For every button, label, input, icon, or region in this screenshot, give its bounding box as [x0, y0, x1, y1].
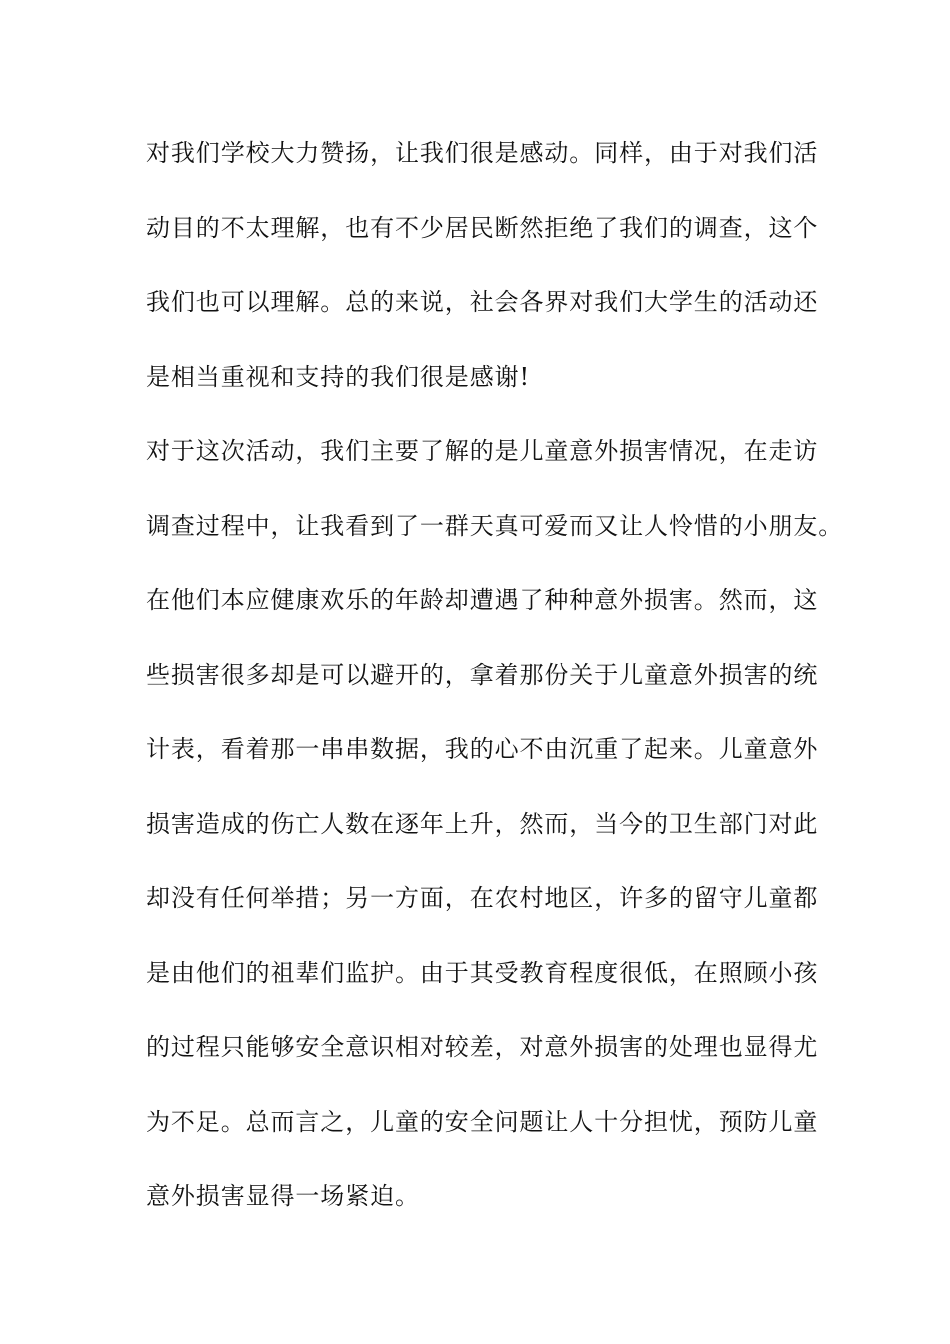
text-line: 些损害很多却是可以避开的，拿着那份关于儿童意外损害的统	[146, 660, 819, 689]
text-line: 是相当重视和支持的我们很是感谢!	[146, 362, 531, 391]
text-line: 却没有任何举措；另一方面，在农村地区，许多的留守儿童都	[146, 884, 819, 912]
text-line: 对我们学校大力赞扬，让我们很是感动。同样，由于对我们活	[146, 139, 819, 167]
text-line: 调查过程中，让我看到了一群天真可爱而又让人怜惜的小朋友。	[146, 511, 844, 540]
text-line: 在他们本应健康欢乐的年龄却遭遇了种种意外损害。然而，这	[146, 586, 819, 614]
body-text	[146, 128, 846, 1246]
text-line: 动目的不太理解，也有不少居民断然拒绝了我们的调查，这个	[146, 213, 819, 242]
text-line: 为不足。总而言之，儿童的安全问题让人十分担忧，预防儿童	[146, 1107, 819, 1136]
text-line: 的过程只能够安全意识相对较差，对意外损害的处理也显得尤	[146, 1033, 819, 1061]
text-line: 我们也可以理解。总的来说，社会各界对我们大学生的活动还	[146, 288, 819, 316]
text-line: 计表，看着那一串串数据，我的心不由沉重了起来。儿童意外	[146, 735, 819, 763]
text-line: 是由他们的祖辈们监护。由于其受教育程度很低，在照顾小孩	[146, 958, 819, 987]
text-line: 意外损害显得一场紧迫。	[146, 1182, 420, 1210]
text-line: 对于这次活动，我们主要了解的是儿童意外损害情况，在走访	[146, 437, 819, 465]
text-line: 损害造成的伤亡人数在逐年上升，然而，当今的卫生部门对此	[146, 809, 819, 838]
